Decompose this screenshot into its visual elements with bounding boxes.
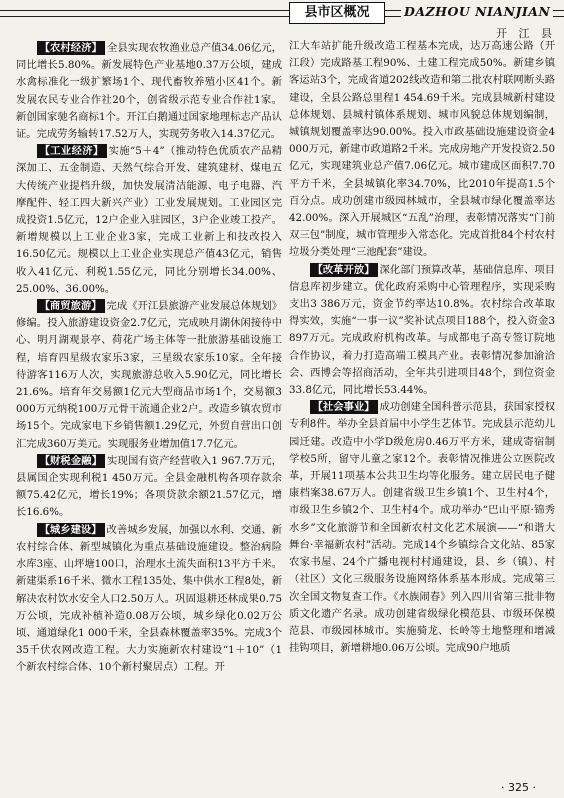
body-social: 成功创建全国科普示范县，获国家授权专利8件。举办全县首届中小学生艺体节。完成县示范幼儿园迁建。改造中小学D级危房0.46万平方米，建成寄宿制学校5所，留守儿童之家12个。表彰情况推进公立医院改革，开展11项基本公共卫生均等化服务。建立居民电子健康档案38.67万人。创建省级卫生乡镇1个、卫生村4个，市级卫生乡镇2个、卫生村4个。成功举办“巴山平原·锦秀水乡”文化旅游节和全国新农村文化艺术展演——“和谐大舞台·幸福新农村”活动。完成14个乡镇综合文化站、85家农家书屋、24个广播电视村村通建设，县、乡（镇）、村（社区）文化三级服务设施网络体系基本形成。完成第三次全国文物复查工作。《水族闹春》列入四川省第三批非物质文化遗产名录。成功创建省级绿化模范县、市级环保模范县、市级园林城市。实施骑龙、长岭等土地整理和增减挂钩项目，新增耕地0.06万公顷。完成90户地质 [289, 401, 556, 655]
paragraph-industry [16, 143, 282, 298]
paragraph-finance [16, 453, 282, 522]
paragraph-commerce-tourism [16, 298, 282, 453]
body-urban-rural-continued: 江大车站扩能升级改造工程基本完成，达万高速公路（开江段）完成路基工程90%、土建工程完成50%。新建乡镇客运站3个，完成省道202线改造和第二批农村联网断头路建设，全县公路总里程1 454.69千米。完成县城新村建设总体规划、县城村镇体系规划、城市风貌总体规划编制，城镇规划覆盖率达90.00%。投入市政基础设施建设资金4 000万元，新建市政道路2千米。完成房地产开发投资2.50亿元，实现建筑业总产值7.06亿元。城市建成区面积7.70平方千米，全县城镇化率34.70%，比2010年提高1.5个百分点。成功创建市级园林城市，全县城市绿化覆盖率达42.00%。深入开展城区“五乱”治理，表彰情况落实“门前双三包”制度，城市管理步入常态化。完成首批84个村农村垃圾分类处理“三池配套”建设。 [289, 40, 555, 259]
heading-social: 【 社会事业 】 [310, 400, 378, 414]
page-header [0, 0, 564, 26]
heading-reform: 【 改革开放 】 [310, 263, 378, 277]
body-finance: 实现国有资产经营收入1 967.7万元，县属国企实现利税1 450万元。全县金融机构各项存款余额75.42亿元，增长19%；各项贷款余额21.57亿元，增长16.6%。 [16, 454, 283, 519]
section-title: 县市区概况 [289, 2, 385, 24]
heading-commerce-tourism: 【 商贸旅游 】 [37, 299, 105, 313]
heading-industry: 【 工业经济 】 [37, 144, 107, 158]
heading-urban-rural: 【 城乡建设 】 [37, 523, 105, 537]
page-number: · 325 · [501, 781, 536, 794]
journal-name: DAZHOU NIANJIAN [401, 4, 553, 19]
body-urban-rural: 改善城乡发展，加强以水利、交通、新农村综合体、新型城镇化为重点基础设施建设。整治病险水库3座、山坪塘100口，治理水土流失面积13平方千米。新建渠系16千米、微水工程135处、集中供水工程8处，新解决农村饮水安全人口2.50万人。巩固退耕还林成果0.75万公顷，完成补植补造0.08万公顷，城乡绿化0.02万公顷、通道绿化1 000千米，全县森林覆盖率35%。完成3个35千伏农网改造工程。大力实施新农村建设“1＋10”（1个新农村综合体、10个新村聚居点）工程。开 [16, 523, 283, 674]
paragraph-rural-economy [16, 40, 282, 143]
paragraph-reform [289, 262, 555, 400]
right-column [289, 38, 555, 657]
body-commerce-tourism: 完成《开江县旅游产业发展总体规划》修编。投入旅游建设资金2.7亿元，完成映月湖休闲接待中心、明月湖观景亭、荷花广场主体等一批旅游基础设施工程，培育四星级农家乐3家，三星级农家乐10家。全年接待游客116万人次，实现旅游总收入5.90亿元，同比增长21.6%。培育年交易额1亿元大型商品市场1个，交易额3 000万元纳税100万元骨干流通企业2户。改造乡镇农贸市场15个。完成家电下乡销售额1.29亿元，外贸自营出口创汇完成360万美元。实现服务业增加值17.7亿元。 [16, 300, 283, 450]
body-industry: 实施“5＋4”（推动特色优质农产品精深加工、五金制造、天然气综合开发、建筑建材、煤电五大传统产业提档升级，加快发展清洁能源、电子电器、汽摩配件、轻工四大新兴产业）工业发展规划。工业园区完成投资1.5亿元，12户企业入驻园区，3户企业竣工投产。新增规模以上工业企业3家，完成工业新上和技改投入16.50亿元。规模以上工业企业实现总产值43亿元，销售收入41亿元、利税1.55亿元，同比分别增长34.00%、25.00%、36.00%。 [16, 145, 283, 295]
county-name: 开 江 县 [496, 27, 556, 40]
left-column [16, 40, 282, 677]
heading-rural-economy: 【 农村经济 】 [37, 41, 105, 55]
paragraph-urban-rural-continued [289, 38, 555, 262]
paragraph-urban-rural [16, 522, 282, 677]
body-reform: 深化部门预算改革，基础信息库、项目信息库初步建立。优化政府采购中心管理程序，实现采购支出3 386万元，资金节约率达10.8%。农村综合改革取得实效，实施“一事一议”奖补试点项目188个，投入资金3 897万元。完成政府机构改革。与成都电子高专签订院地合作协议，着力打造高端工模具产业。表彰情况参加渝洽会、西博会等招商活动，全年共引进项目48个，到位资金33.8亿元，同比增长53.44%。 [289, 263, 556, 397]
paragraph-social [289, 399, 555, 657]
body-rural-economy: 全县实现农牧渔业总产值34.06亿元，同比增长5.80%。新发展特色产业基地0.37万公顷，建成水禽标准化一级扩繁场1个、现代畜牧养殖小区41个。新发展农民专业合作社20个，创省级示范专业合作社1家。新创国家驰名商标1个。开江白鹅通过国家地理标志产品认证。完成劳务输转17.52万人，实现劳务收入14.37亿元。 [16, 42, 283, 141]
heading-finance: 【 财税金融 】 [37, 454, 106, 468]
